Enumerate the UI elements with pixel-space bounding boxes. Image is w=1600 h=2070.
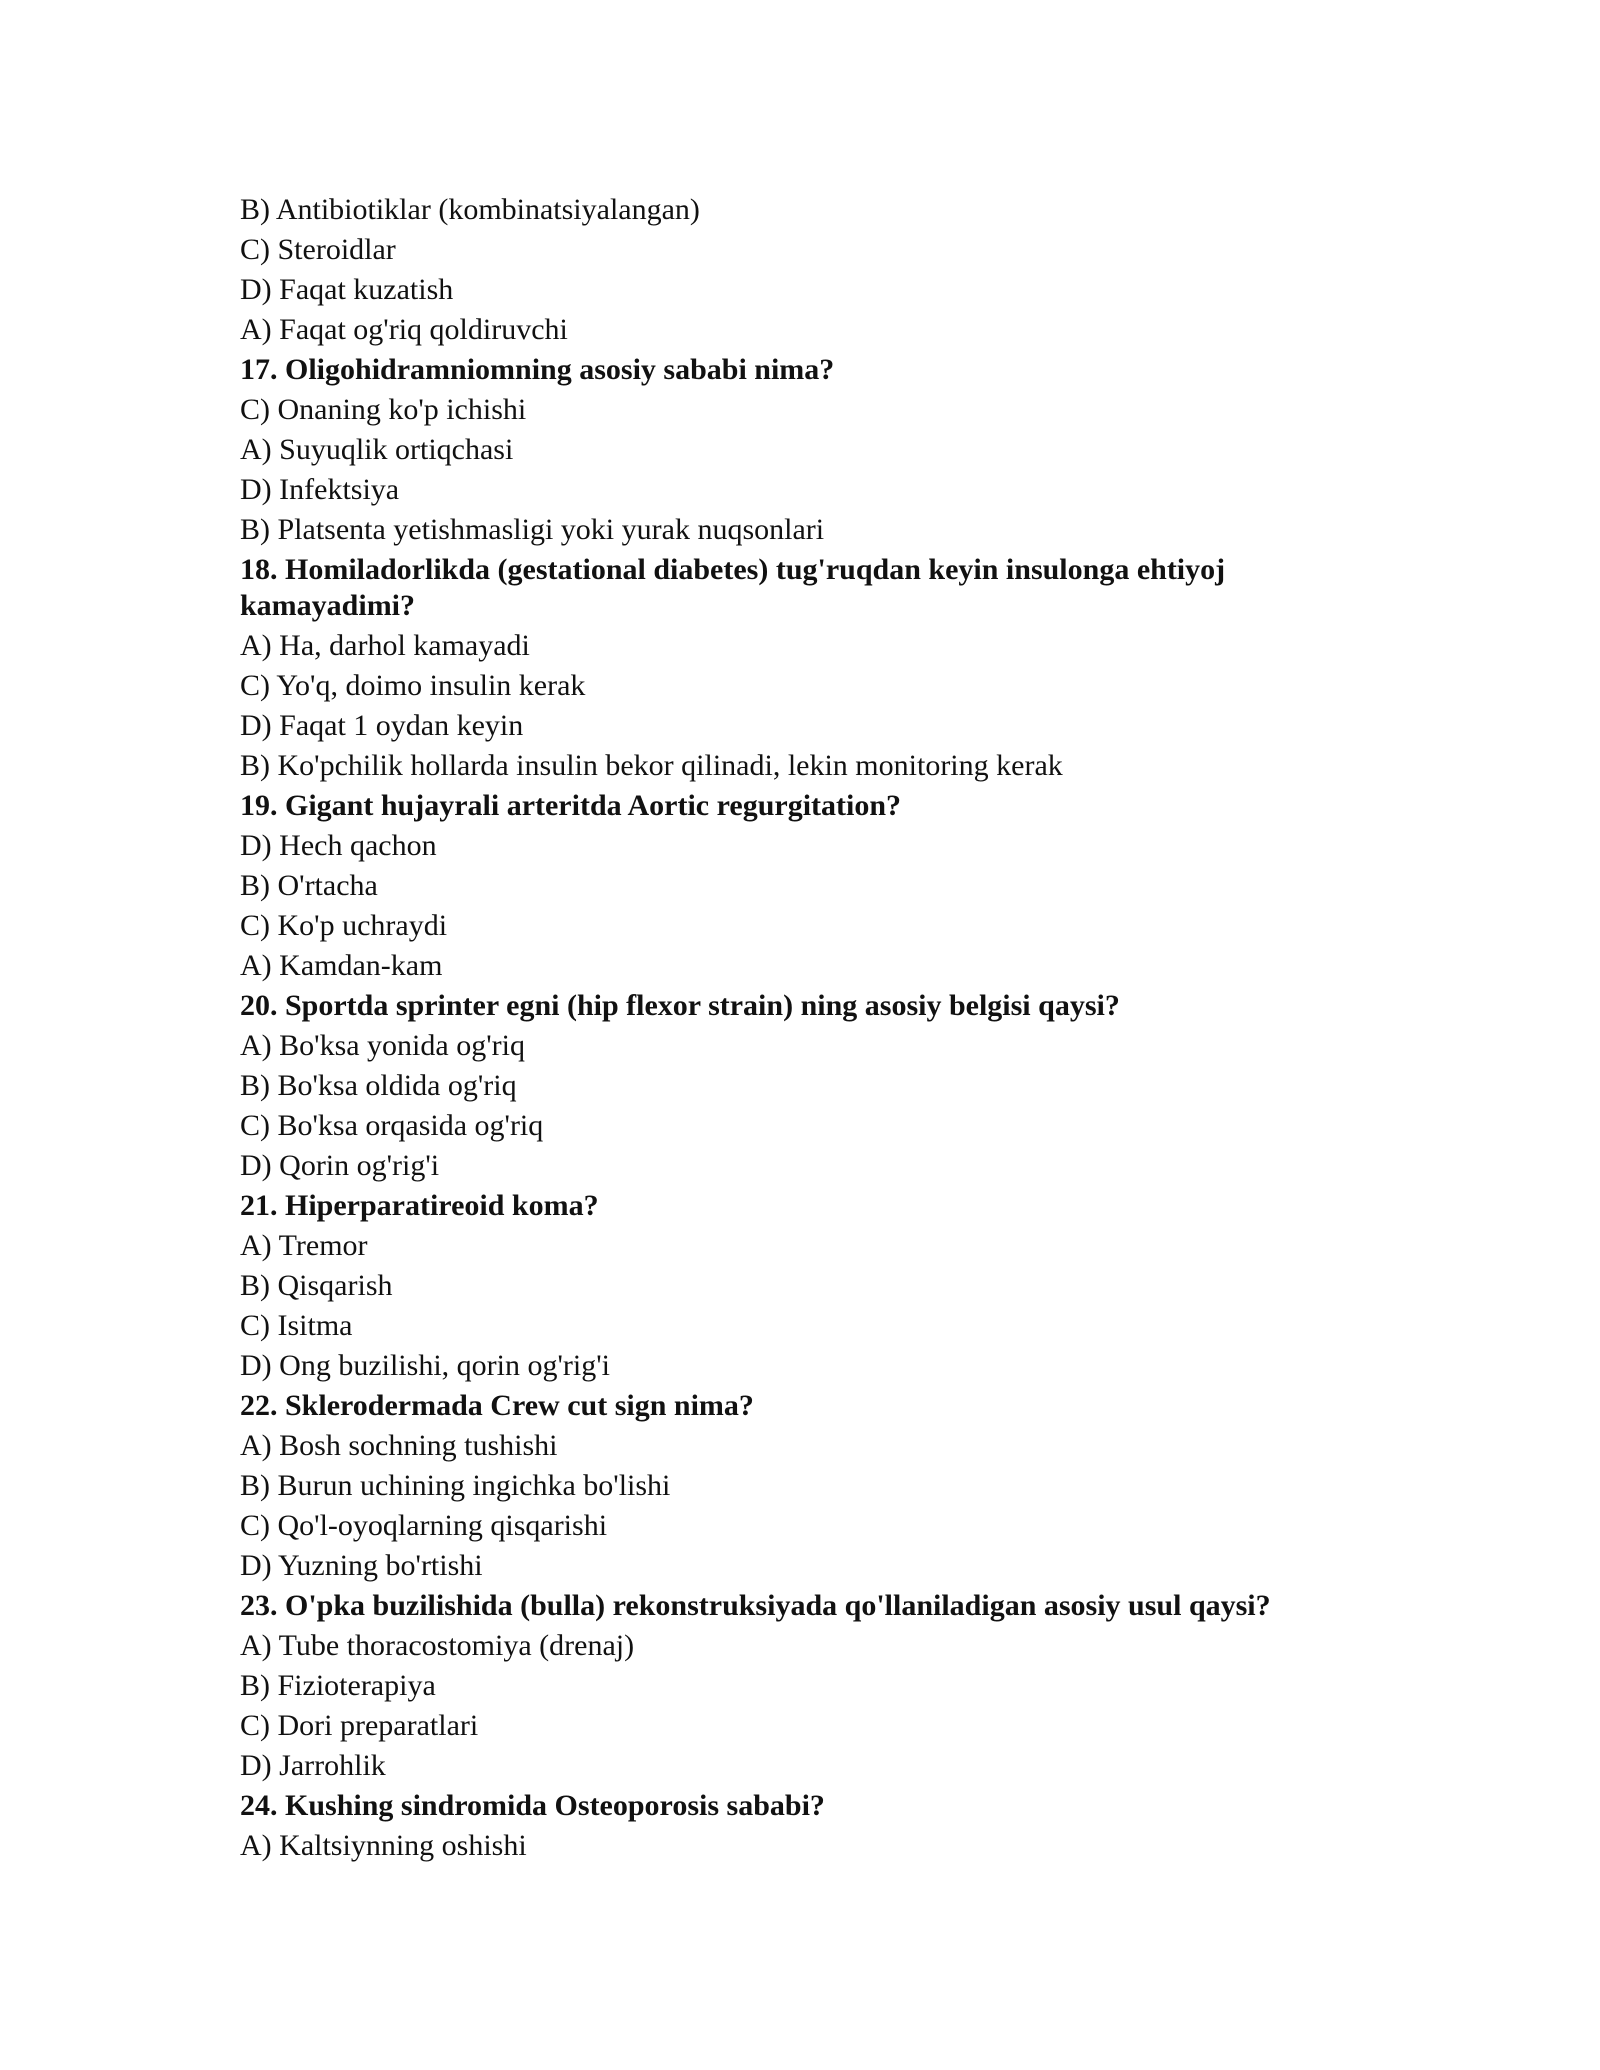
answer-option: D) Jarrohlik: [240, 1749, 386, 1782]
answer-option: C) Ko'p uchraydi: [240, 909, 448, 942]
answer-option: A) Kamdan-kam: [240, 949, 443, 982]
answer-option: C) Steroidlar: [240, 233, 396, 266]
answer-option: D) Ong buzilishi, qorin og'rig'i: [240, 1349, 610, 1382]
question-heading: 18. Homiladorlikda (gestational diabetes) tug'ruqdan keyin insulonga ehtiyoj kamayadimi?: [240, 553, 1226, 622]
answer-option: D) Faqat 1 oydan keyin: [240, 709, 524, 742]
question-heading: 19. Gigant hujayrali arteritda Aortic regurgitation?: [240, 789, 902, 822]
question-heading: 21. Hiperparatireoid koma?: [240, 1189, 599, 1222]
question-heading: 22. Sklerodermada Crew cut sign nima?: [240, 1389, 754, 1422]
answer-option: D) Yuzning bo'rtishi: [240, 1549, 483, 1582]
answer-option: D) Infektsiya: [240, 473, 400, 506]
answer-option: A) Faqat og'riq qoldiruvchi: [240, 313, 568, 346]
answer-option: B) Ko'pchilik hollarda insulin bekor qilinadi, lekin monitoring kerak: [240, 749, 1063, 782]
question-heading: 23. O'pka buzilishida (bulla) rekonstruksiyada qo'llaniladigan asosiy usul qaysi?: [240, 1589, 1271, 1622]
answer-option: D) Hech qachon: [240, 829, 437, 862]
answer-option: A) Ha, darhol kamayadi: [240, 629, 530, 662]
answer-option: C) Yo'q, doimo insulin kerak: [240, 669, 586, 702]
question-heading: 24. Kushing sindromida Osteoporosis sababi?: [240, 1789, 825, 1822]
answer-option: B) Fizioterapiya: [240, 1669, 436, 1702]
answer-option: A) Tremor: [240, 1229, 368, 1262]
answer-option: B) Burun uchining ingichka bo'lishi: [240, 1469, 671, 1502]
answer-option: C) Bo'ksa orqasida og'riq: [240, 1109, 544, 1142]
answer-option: B) Platsenta yetishmasligi yoki yurak nuqsonlari: [240, 513, 825, 546]
answer-option: A) Bosh sochning tushishi: [240, 1429, 558, 1462]
answer-option: C) Isitma: [240, 1309, 353, 1342]
question-heading: 20. Sportda sprinter egni (hip flexor strain) ning asosiy belgisi qaysi?: [240, 989, 1120, 1022]
answer-option: C) Qo'l-oyoqlarning qisqarishi: [240, 1509, 608, 1542]
document-page: [240, 190, 1360, 1866]
answer-option: A) Kaltsiynning oshishi: [240, 1829, 527, 1862]
answer-option: D) Qorin og'rig'i: [240, 1149, 440, 1182]
answer-option: B) Qisqarish: [240, 1269, 393, 1302]
answer-option: B) O'rtacha: [240, 869, 378, 902]
answer-option: B) Bo'ksa oldida og'riq: [240, 1069, 517, 1102]
answer-option: C) Onaning ko'p ichishi: [240, 393, 527, 426]
answer-option: A) Suyuqlik ortiqchasi: [240, 433, 514, 466]
answer-option: B) Antibiotiklar (kombinatsiyalangan): [240, 193, 700, 226]
answer-option: C) Dori preparatlari: [240, 1709, 479, 1742]
answer-option: A) Tube thoracostomiya (drenaj): [240, 1629, 635, 1662]
answer-option: A) Bo'ksa yonida og'riq: [240, 1029, 525, 1062]
question-heading: 17. Oligohidramniomning asosiy sababi nima?: [240, 353, 835, 386]
answer-option: D) Faqat kuzatish: [240, 273, 454, 306]
